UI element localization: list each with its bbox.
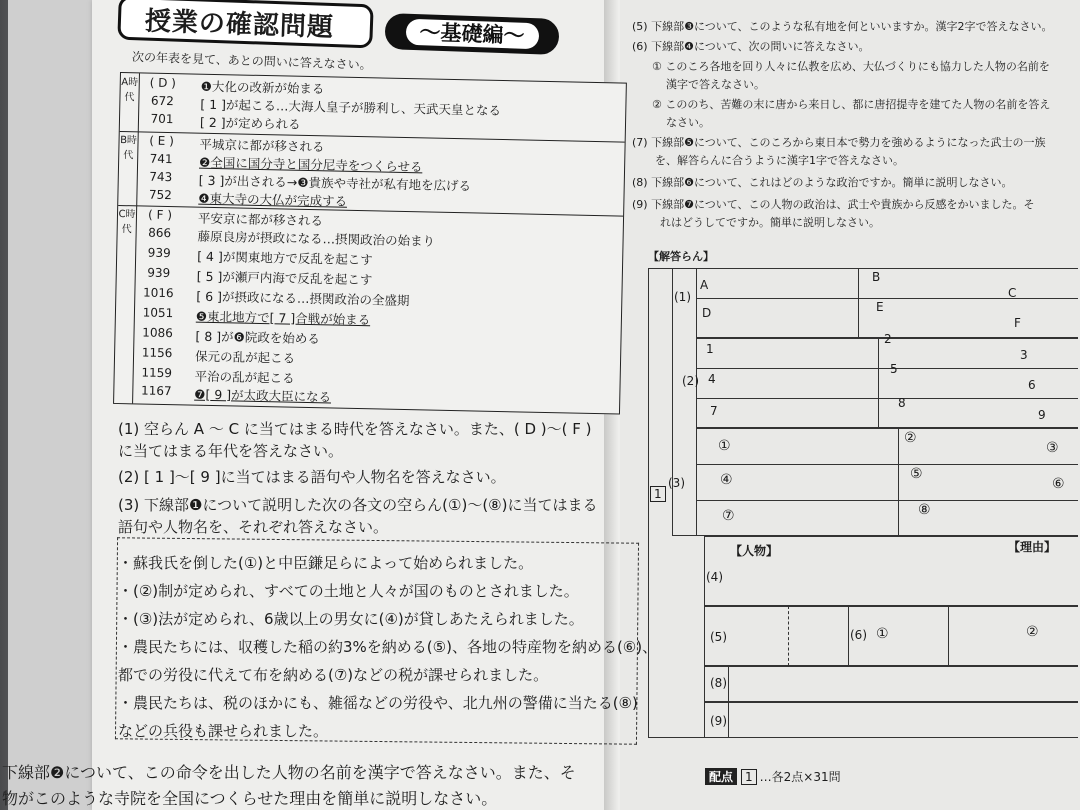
row-year: 1016 (142, 285, 174, 301)
question-4-line2: 物がこのような寺院を全国につくらせた理由を簡単に説明しなさい。 (2, 789, 498, 808)
divider (696, 298, 1078, 299)
cell-label: 5 (890, 362, 898, 376)
cell-label: B (872, 270, 881, 284)
row-year: 1167 (140, 383, 172, 399)
q5-q6-block (704, 606, 1078, 666)
divider (878, 338, 879, 428)
cell-label: 7 (710, 404, 718, 418)
cell-label: E (876, 300, 884, 314)
cell-label: 4 (708, 372, 716, 386)
row-event: 平城京に都が移される (199, 136, 325, 155)
row-event: [ 1 ]が起こる…大海人皇子が勝利し、天武天皇となる (200, 96, 502, 118)
q9-label: (9) (710, 714, 727, 728)
row-event: [ 6 ]が摂政になる…摂関政治の全盛期 (196, 288, 410, 309)
row-year: ( F ) (147, 207, 173, 223)
cell-label: 2 (884, 332, 892, 346)
question-9-line1: (9) 下線部❼について、この人物の政治は、武士や貴族から反感をかいました。そ (632, 198, 1035, 211)
fill-line: ・(②)制が定められ、すべての土地と人々が国のものとされました。 (118, 582, 579, 600)
row-event: 平治の乱が起こる (194, 368, 295, 386)
row-year: 741 (149, 151, 173, 167)
question-3-line1: (3) 下線部❶について説明した次の各文の空らん(①)〜(⑧)に当てはまる (118, 496, 598, 514)
era-b-label: B時代 (120, 135, 138, 162)
answer-sheet-header: 【解答らん】 (648, 250, 714, 263)
question-8: (8) 下線部❻について、これはどのような政治ですか。簡単に説明しなさい。 (632, 176, 1013, 189)
title-subtitle-badge (384, 13, 559, 55)
row-event: [ 2 ]が定められる (199, 114, 301, 132)
q3-block (696, 428, 1078, 536)
row-year: 752 (148, 187, 173, 203)
divider (696, 398, 1078, 399)
fill-line: 都での労役に代えて布を納める(⑦)などの税が課せられました。 (118, 666, 549, 684)
row-event: ❺東北地方で[ 7 ]合戦が始まる (195, 308, 371, 328)
q5-label: (5) (710, 630, 727, 644)
q4-reason-label: 【理由】 (1008, 540, 1057, 554)
previous-page-edge (8, 0, 105, 810)
cell-label: ② (904, 430, 917, 446)
question-1-line2: に当てはまる年代を答えなさい。 (118, 442, 344, 460)
question-5: (5) 下線部❸について、このような私有地を何といいますか。漢字2字で答えなさい。 (632, 20, 1053, 33)
question-7-line1: (7) 下線部❺について、このころから東日本で勢力を強めるようになった武士の一族 (632, 136, 1046, 149)
q8-block (704, 666, 1078, 702)
cell-label: 9 (1038, 408, 1046, 422)
row-event: [ 3 ]が出される→❸貴族や寺社が私有地を広げる (198, 172, 472, 194)
row-event: 藤原良房が摂政になる…摂関政治の始まり (197, 228, 436, 249)
row-year: 1159 (141, 365, 173, 381)
score-line (705, 768, 841, 785)
row-event: ❼[ 9 ]が太政大臣になる (194, 386, 332, 405)
row-event: [ 8 ]が❻院政を始める (195, 328, 320, 347)
question-3-line2: 語句や人物名を、それぞれ答えなさい。 (118, 518, 389, 536)
instruction-text: 次の年表を見て、あとの問いに答えなさい。 (131, 49, 372, 73)
q1-label: (1) (674, 290, 691, 304)
big-question-number: 1 (650, 486, 666, 502)
divider (848, 606, 849, 666)
answer-sheet (648, 258, 1078, 738)
row-event: [ 5 ]が瀬戸内海で反乱を起こす (196, 268, 373, 288)
row-event: ❹東大寺の大仏が完成する (198, 190, 348, 209)
era-divider (118, 205, 623, 217)
cell-label: F (1014, 316, 1021, 330)
q2-label: (2) (682, 374, 699, 388)
fill-line: などの兵役も課せられました。 (118, 722, 329, 740)
question-1-line1: (1) 空らん A 〜 C に当てはまる時代を答えなさい。また、( D )〜( F ) (118, 420, 592, 438)
question-2: (2) [ 1 ]〜[ 9 ]に当てはまる語句や人物名を答えなさい。 (118, 468, 506, 486)
row-year: 672 (150, 93, 175, 109)
row-year: 701 (150, 111, 174, 127)
divider (696, 368, 1078, 369)
row-year: 939 (147, 265, 171, 281)
timeline-table (113, 72, 627, 415)
q4-label: (4) (706, 570, 723, 584)
cell-label: ① (876, 626, 889, 642)
divider (948, 606, 949, 666)
title-subtitle: 〜基礎編〜 (405, 19, 539, 50)
divider (696, 500, 1078, 501)
cell-label: ③ (1046, 440, 1059, 456)
q6-label: (6) (850, 628, 867, 642)
question-6-1-line1: ① このころ各地を回り人々に仏教を広め、大仏づくりにも協力した人物の名前を (652, 60, 1050, 73)
row-year: 1051 (142, 305, 174, 321)
fill-line: ・(③)法が定められ、6歳以上の男女に(④)が貸しあたえられました。 (118, 610, 584, 628)
cell-label: A (700, 278, 709, 292)
cell-label: 6 (1028, 378, 1036, 392)
divider (898, 428, 899, 536)
score-number: 1 (741, 769, 757, 785)
question-7-line2: を、解答らんに合うように漢字1字で答えなさい。 (655, 154, 904, 167)
fill-line: ・農民たちは、税のほかにも、雑徭などの労役や、北九州の警備に当たる(⑧) (118, 694, 638, 712)
row-year: ( E ) (149, 133, 174, 149)
fill-line: ・農民たちには、収穫した稲の約3%を納める(⑤)、各地の特産物を納める(⑥)、 (118, 638, 658, 656)
row-year: 866 (148, 225, 172, 241)
row-year: ( D ) (149, 75, 177, 91)
cell-label: D (702, 306, 712, 320)
divider (858, 268, 859, 338)
row-event: ❶大化の改新が始まる (200, 78, 325, 97)
q4-person-label: 【人物】 (730, 544, 779, 558)
question-4-line1: 下線部❷について、この命令を出した人物の名前を漢字で答えなさい。また、そ (2, 763, 576, 782)
divider (696, 464, 1078, 465)
cell-label: C (1008, 286, 1017, 300)
era-c-label: C時代 (118, 209, 136, 236)
row-year: 939 (147, 245, 171, 261)
question-6-2-line1: ② こののち、苦難の末に唐から来日し、都に唐招提寺を建てた人物の名前を答え (652, 98, 1051, 111)
era-divider (120, 131, 625, 143)
cell-label: ① (718, 438, 731, 454)
q8-label: (8) (710, 676, 727, 690)
fill-line: ・蘇我氏を倒した(①)と中臣鎌足らによって始められました。 (118, 554, 534, 572)
row-year: 743 (149, 169, 173, 185)
divider (728, 666, 729, 738)
row-event: ❷全国に国分寺と国分尼寺をつくらせる (198, 154, 423, 175)
row-event: 保元の乱が起こる (194, 348, 296, 366)
question-6-1-line2: 漢字で答えなさい。 (666, 78, 765, 91)
question-9-line2: れはどうしてですか。簡単に説明しなさい。 (660, 216, 880, 229)
cell-label: 8 (898, 396, 906, 410)
cell-label: ⑥ (1052, 476, 1065, 492)
cell-label: ⑦ (722, 508, 735, 524)
row-event: [ 4 ]が関東地方で反乱を起こす (197, 248, 373, 268)
q3-label: (3) (668, 476, 685, 490)
divider (788, 606, 789, 666)
score-text: …各2点×31問 (759, 770, 841, 784)
cell-label: ⑤ (910, 466, 923, 482)
question-6-2-line2: なさい。 (666, 116, 710, 129)
score-label: 配点 (705, 768, 737, 785)
row-year: 1156 (141, 345, 173, 361)
era-a-label: A時代 (121, 77, 139, 104)
row-year: 1086 (142, 325, 173, 341)
row-event: 平安京に都が移される (197, 210, 324, 229)
title-main: 授業の確認問題 (144, 6, 335, 43)
question-6: (6) 下線部❹について、次の問いに答えなさい。 (632, 40, 870, 53)
cell-label: 1 (706, 342, 714, 356)
cell-label: ⑧ (918, 502, 931, 518)
cell-label: ② (1026, 624, 1039, 640)
cell-label: 3 (1020, 348, 1028, 362)
cell-label: ④ (720, 472, 733, 488)
q9-block (704, 702, 1078, 738)
